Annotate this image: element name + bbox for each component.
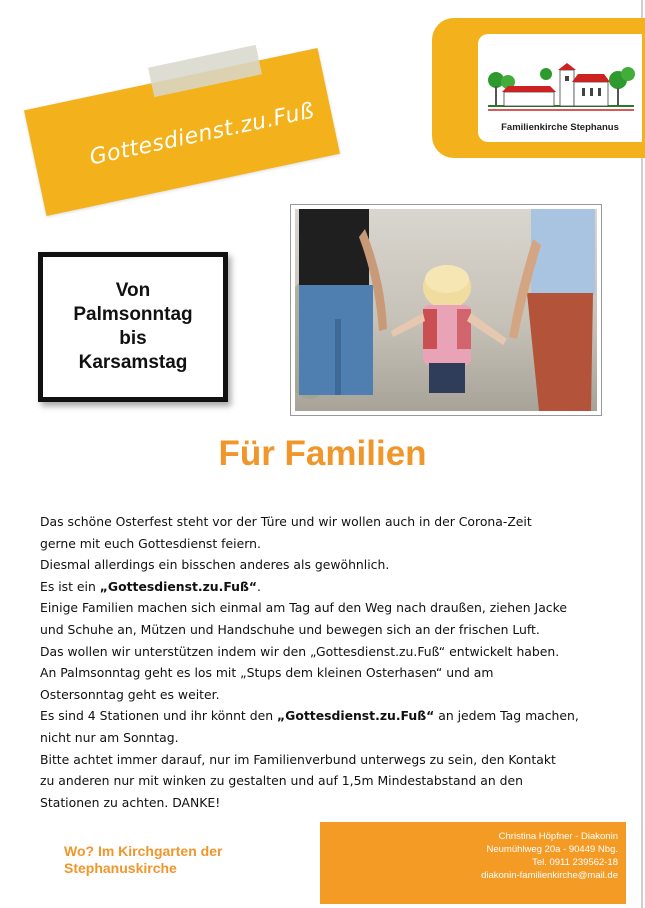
body-text-segment: Es ist ein [40,578,100,594]
body-line: Einige Familien machen sich einmal am Tag auf den Weg nach draußen, ziehen Jacke [40,600,567,616]
body-line: Das schöne Osterfest steht vor der Türe und wir wollen auch in der Corona-Zeit [40,514,532,529]
body-text [40,511,630,813]
date-range-text: Von Palmsonntag bis Karsamstag [73,280,193,373]
body-text-segment: . [257,578,261,594]
event-name-bold: „Gottesdienst.zu.Fuß“ [99,578,258,594]
family-photo [290,204,602,416]
body-line: gerne mit euch Gottesdienst feiern. [40,535,261,551]
banner-title: Gottesdienst.zu.Fuß [87,98,317,171]
body-line: Bitte achtet immer darauf, nur im Familienverbund unterwegs zu sein, den Kontakt [40,751,556,767]
contact-name: Christina Höpfner - Diakonin [498,831,618,842]
body-line [40,576,630,598]
body-line: Stationen zu achten. DANKE! [40,794,221,810]
event-name-bold: „Gottesdienst.zu.Fuß“ [277,708,435,724]
location-text: Wo? Im Kirchgarten der Stephanuskirche [64,843,223,876]
contact-phone: Tel. 0911 239562-18 [532,857,618,868]
body-line: Das wollen wir unterstützen indem wir den „Gottesdienst.zu.Fuß“ entwickelt haben. [40,643,560,659]
body-line: nicht nur am Sonntag. [40,729,179,745]
family-walking-photo [295,209,597,411]
body-line: zu anderen nur mit winken zu gestalten und auf 1,5m Mindestabstand an den [40,773,524,789]
body-line: Diesmal allerdings ein bisschen anderes als gewöhnlich. [40,557,390,573]
logo-caption: Familienkirche Stephanus [501,122,619,133]
title-banner [22,30,337,230]
contact-email[interactable]: diakonin-familienkirche@mail.de [481,870,618,881]
page-heading: Für Familien [218,434,427,473]
body-text-segment: Es sind 4 Stationen und ihr könnt den [40,708,278,724]
church-illustration-icon [486,62,636,114]
contact-address: Neumühlweg 20a - 90449 Nbg. [486,844,618,855]
body-line: und Schuhe an, Mützen und Handschuhe und bewegen sich an der frischen Luft. [40,621,540,637]
church-logo [478,34,642,142]
date-box [38,252,228,402]
body-line: An Palmsonntag geht es los mit „Stups dem kleinen Osterhasen“ und am [40,665,494,681]
body-line [40,705,630,727]
body-line: Ostersonntag geht es weiter. [40,686,220,702]
body-text-segment: an jedem Tag machen, [434,708,579,724]
contact-box [320,822,626,904]
